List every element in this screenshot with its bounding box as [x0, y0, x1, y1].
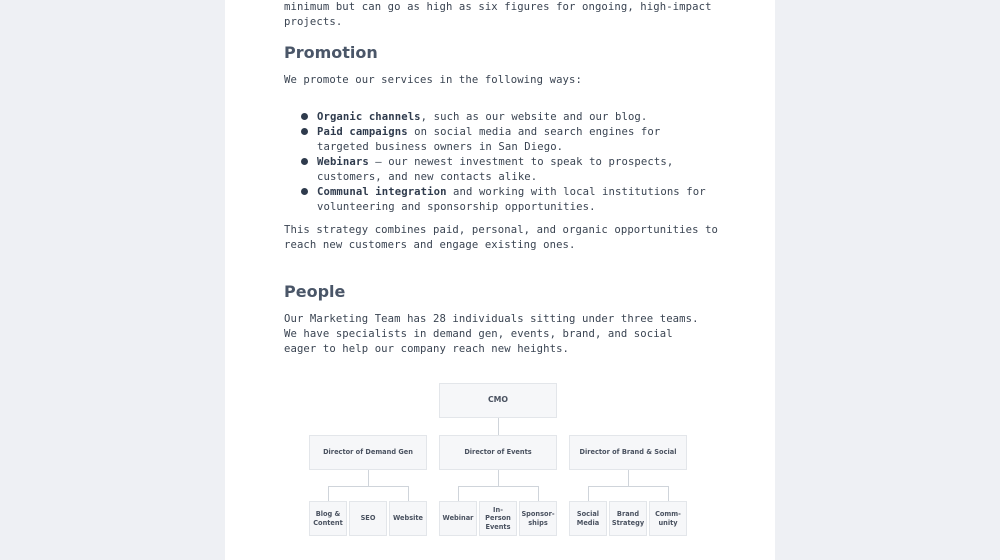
org-node-director-events: Director of Events	[439, 435, 557, 470]
promotion-heading: Promotion	[284, 43, 378, 62]
org-node-team: Sponsor-ships	[519, 501, 557, 536]
list-item	[284, 185, 714, 215]
org-node-team: Comm-unity	[649, 501, 687, 536]
org-node-director-demand-gen: Director of Demand Gen	[309, 435, 427, 470]
org-node-team: Blog & Content	[309, 501, 347, 536]
list-item	[284, 155, 714, 185]
connector-line	[458, 486, 539, 487]
connector-line	[538, 486, 539, 501]
org-chart	[284, 383, 724, 543]
connector-line	[668, 486, 669, 501]
connector-line	[628, 470, 629, 486]
bullet-bold: Organic channels	[317, 111, 421, 123]
org-node-team: In-Person Events	[479, 501, 517, 536]
org-node-cmo: CMO	[439, 383, 557, 418]
people-heading: People	[284, 282, 346, 301]
list-item	[284, 110, 714, 125]
bullet-bold: Communal integration	[317, 186, 447, 198]
org-node-team: SEO	[349, 501, 387, 536]
connector-line	[498, 470, 499, 486]
list-item	[284, 125, 714, 155]
promotion-lead: We promote our services in the following ways:	[284, 74, 582, 86]
people-body: Our Marketing Team has 28 individuals sitting under three teams. We have specialists in demand gen, events, brand, and social eager to help our company reach new heights.	[284, 313, 699, 355]
bullet-text: – our newest investment to speak to prospects, customers, and new contacts alike.	[317, 156, 674, 183]
connector-line	[328, 486, 329, 501]
bullet-text: on social media and search engines for targeted business owners in San Diego.	[317, 126, 661, 153]
org-node-team: Webinar	[439, 501, 477, 536]
connector-line	[328, 486, 409, 487]
org-node-team: Social Media	[569, 501, 607, 536]
org-node-director-brand-social: Director of Brand & Social	[569, 435, 687, 470]
bullet-text: , such as our website and our blog.	[420, 111, 648, 123]
intro-paragraph-tail: minimum but can go as high as six figures for ongoing, high-impact projects.	[284, 1, 712, 28]
org-node-team: Website	[389, 501, 427, 536]
org-node-team: Brand Strategy	[609, 501, 647, 536]
promotion-list	[284, 110, 714, 215]
connector-line	[458, 486, 459, 501]
connector-line	[408, 486, 409, 501]
bullet-bold: Paid campaigns	[317, 126, 408, 138]
bullet-bold: Webinars	[317, 156, 369, 168]
promotion-closing: This strategy combines paid, personal, and organic opportunities to reach new customers and engage existing ones.	[284, 224, 719, 251]
connector-line	[588, 486, 669, 487]
connector-line	[588, 486, 589, 501]
connector-line	[368, 470, 369, 486]
document-page	[225, 0, 775, 560]
connector-line	[498, 418, 499, 435]
bullet-text: and working with local institutions for volunteering and sponsorship opportunities.	[317, 186, 706, 213]
